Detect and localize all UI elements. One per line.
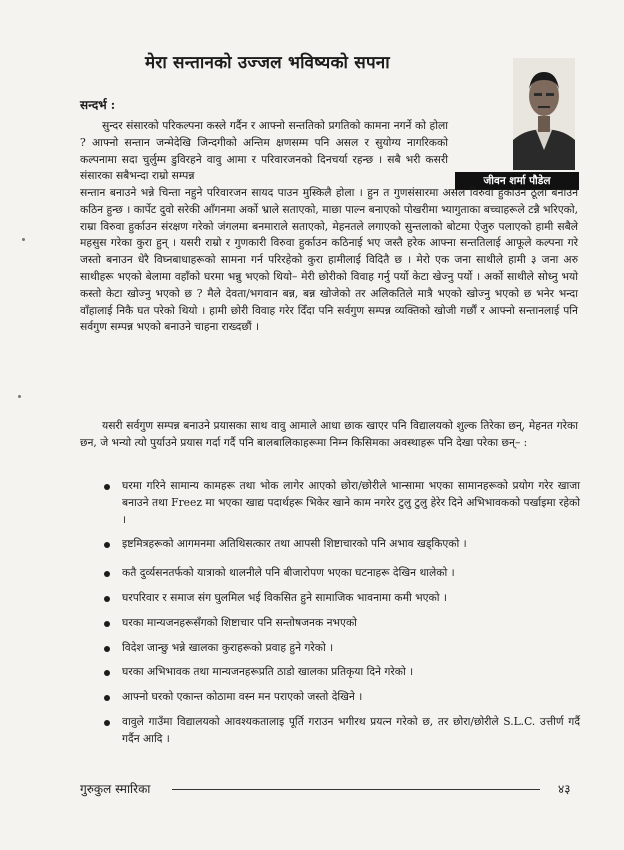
list-item-text: घरमा गरिने सामान्य कामहरू तथा भोक लागेर आएको छोरा/छोरीले भान्सामा भएका सामानहरूको प्रयोग गरेर खाजा बनाउने तथा Freez मा भएका खाद्य पदार्थहरू भिकेर खाने काम नगरेर टुलु टुलु हेरेर दिने अभिभावकको पर्खाइमा रहेको ।: [122, 479, 580, 526]
footer-divider: [172, 789, 540, 790]
bullet-icon: [104, 596, 110, 602]
bullet-icon: [104, 670, 110, 676]
list-item-text: विदेश जान्छु भन्ने खालका कुराहरूको प्रवाह हुने गरेको ।: [122, 640, 334, 654]
list-item: [100, 615, 580, 632]
list-item: [100, 689, 580, 706]
margin-mark: [18, 395, 21, 398]
list-item: [100, 536, 580, 553]
margin-mark: [22, 238, 25, 241]
bullet-icon: [104, 695, 110, 701]
page-number: ४३: [558, 782, 571, 796]
bullet-icon: [104, 720, 110, 726]
list-item-text: कतै दुर्व्यसनतर्फको यात्राको थालनीले पनि बीजारोपण भएका घटनाहरू देखिन थालेको ।: [122, 566, 455, 580]
conditions-list: [100, 478, 580, 756]
bullet-icon: [104, 621, 110, 627]
list-item: [100, 664, 580, 681]
list-item-text: आफ्नो घरको एकान्त कोठामा वस्न मन पराएको जस्तो देखिने ।: [122, 690, 363, 704]
author-photo: [513, 58, 575, 170]
author-caption: जीवन शर्मा पौडेल: [455, 172, 579, 190]
bullet-icon: [104, 484, 110, 490]
page-title: मेरा सन्तानको उज्जल भविष्यको सपना: [145, 53, 390, 73]
list-item-text: घरका अभिभावक तथा मान्यजनहरूप्रति ठाडो खालका प्रतिकृया दिने गरेको ।: [122, 665, 414, 679]
bullet-icon: [104, 646, 110, 652]
second-paragraph: यसरी सर्वगुण सम्पन्न बनाउने प्रयासका साथ वावु आमाले आधा छाक खाएर पनि विद्यालयको शुल्क तिरेका छन्, मेहनत गरेका छन, जे भन्यो त्यो पुर्याउने प्रयास गर्दा गर्दै पनि बालबालिकाहरूमा निम्न किसिमका अवस्थाहरू पनि देखा परेका छन्– :: [80, 419, 578, 449]
bullet-icon: [104, 542, 110, 548]
list-item: [100, 640, 580, 657]
list-item: [100, 590, 580, 607]
list-item: [100, 478, 580, 528]
list-item: [100, 565, 580, 582]
footer-label: गुरुकुल स्मारिका: [80, 782, 151, 796]
list-item-text: वावुले गाउँमा विद्यालयको आवश्यकतालाइ पूर्ति गराउन भगीरथ प्रयत्न गरेको छ, तर छोरा/छोरीले S.L.C. उत्तीर्ण गर्दै गर्दैन आदि ।: [122, 714, 580, 745]
list-item-text: इष्टमित्रहरूको आगमनमा अतिथिसत्कार तथा आपसी शिष्टाचारको पनि अभाव खड्किएको ।: [122, 537, 467, 551]
author-portrait-image: [513, 58, 575, 170]
intro-paragraph: सुन्दर संसारको परिकल्पना कस्ले गर्दैन र आफ्नो सन्ततिको प्रगतिको कामना नगर्ने को होला ? आफ्नो सन्तान जन्मेदेखि जिन्दगीको अन्तिम क्षणसम्म पनि असल र सुयोग्य नागरिकको कल्पनामा सदा चुर्लुम्म डुविरहने वावु आमा र परिवारजनको दिनचर्या रहन्छ । सबै भरी कसरी संसारका सबैभन्दा राम्रो सम्पन्न: [80, 119, 448, 183]
list-item-text: घरपरिवार र समाज संग घुलमिल भई विकसित हुने सामाजिक भावनामा कमी भएको ।: [122, 590, 447, 604]
section-heading: सन्दर्भ :: [80, 98, 116, 112]
list-item: [100, 714, 580, 748]
list-item-text: घरका मान्यजनहरूसँगको शिष्टाचार पनि सन्तोषजनक नभएको: [122, 615, 357, 629]
bullet-icon: [104, 571, 110, 577]
continued-paragraph: सन्तान बनाउने भन्ने चिन्ता नहुने परिवारजन सायद पाउन मुस्किलै होला । हुन त गुणसंसारमा असल विरुवा हुर्काउन ठूलो बनाउन कठिन हुन्छ । कार्पेट दुवो सरेकी आँगनमा अर्को भ्राले सताएको, माछा पाल्न बनाएको पोखरीमा भ्यागुताका बच्चाहरूले टन्नै भरिएको, राम्रा विरुवा हुर्काउन संरक्षण गरेको जंगलमा बनमाराले सताएको, मेहनतले लगाएको सुन्तलाको बोटमा ऐजुरु पलाएको हामी सबैले महसुस गरेका कुरा हुन् । यसरी राम्रो र गुणकारी विरुवा हुर्काउन कठिनाई भए जस्तै हरेक आफ्ना सन्ततिलाई आफूले कल्पना गरे जस्तो बनाउन धेरै विघ्नबाधाहरूको सामना गर्न परिरहेको कुरा हामीलाई विदितै छ । मेरो एक जना साथीले हामी ३ जना अरु साथीहरू भएको बेलामा वहाँको घरमा भन्नु भएको थियो– मेरी छोरीको विवाह गर्नु पर्यो केटा खेज्नु पर्यो । अर्को साथीले सोध्नु भयो कस्तो केटा खोज्नु भएको छ ? मैले देवता/भगवान बन्न, बन्न खोजेको तर अलिकतिले मात्रै भएको खोज्नु भएको छ भनेर भन्दा वाँहालाई निकै घत परेको थियो । हामी छोरी विवाह गरेर दिँदा पनि सर्वगुण सम्पन्न व्यक्तिको खोजी गर्छौं र आफ्नो सन्तानलाई पनि सर्वगुण सम्पन्न भएको बनाउने चाहना राख्दछौं ।: [80, 186, 578, 334]
